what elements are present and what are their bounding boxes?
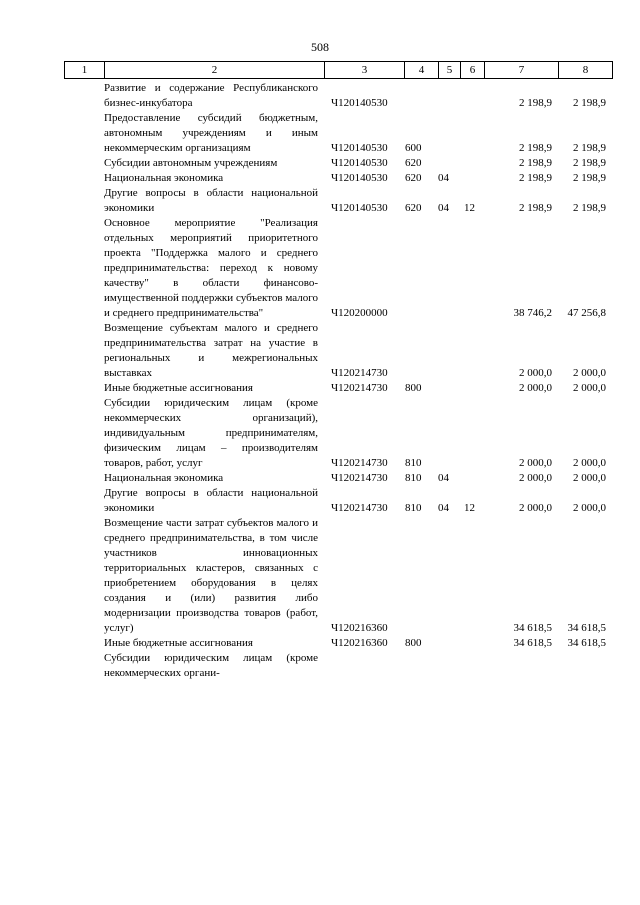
- row-value-2020: 2 198,9: [573, 172, 606, 184]
- row-vr: 620: [405, 172, 422, 184]
- row-value-2019: 2 000,0: [519, 502, 552, 514]
- row-vr: 620: [405, 202, 422, 214]
- row-value-2019: 2 198,9: [519, 157, 552, 169]
- row-value-2020: 2 198,9: [573, 157, 606, 169]
- row-value-2020: [558, 651, 612, 681]
- row-vr: [404, 81, 438, 111]
- header-cell: 2: [105, 62, 325, 79]
- row-pr: 12: [464, 202, 475, 214]
- row-vr: 810: [405, 502, 422, 514]
- row-pr: [460, 381, 484, 396]
- row-value-2019: 34 618,5: [513, 637, 552, 649]
- row-pr: [460, 651, 484, 681]
- row-vr: [404, 516, 438, 636]
- header-cell: 4: [405, 62, 439, 79]
- row-pr: 12: [464, 502, 475, 514]
- header-cell: 3: [325, 62, 405, 79]
- table-row: [64, 381, 612, 396]
- row-pr: [460, 216, 484, 321]
- row-value-2020: 34 618,5: [567, 622, 606, 634]
- row-vr: [404, 321, 438, 381]
- table-row: [64, 321, 612, 381]
- row-rz: [438, 321, 460, 381]
- row-code: Ч120140530: [331, 142, 388, 154]
- table-row: [64, 516, 612, 636]
- row-vr: 600: [405, 142, 422, 154]
- row-value-2019: [484, 651, 558, 681]
- table-row: [64, 156, 612, 171]
- row-rz: 04: [438, 172, 449, 184]
- table-row: [64, 111, 612, 156]
- row-name: Иные бюджетные ассигнования: [104, 382, 253, 394]
- column-header-row: [64, 61, 613, 79]
- row-pr: [460, 156, 484, 171]
- row-value-2019: 2 000,0: [519, 457, 552, 469]
- row-name: Национальная экономика: [104, 472, 224, 484]
- row-code: Ч120200000: [331, 307, 388, 319]
- row-rz: 04: [438, 502, 449, 514]
- row-value-2020: 2 000,0: [573, 472, 606, 484]
- row-name: Основное мероприятие "Реализация отдельных мероприятий приоритетного проекта "Поддержка малого и среднего предпринимательства: переход к новому качеству" в области финансово-имущественной поддержки субъектов малого и среднего предпринимательства": [104, 217, 318, 319]
- table-row: [64, 186, 612, 216]
- table-row: [64, 636, 612, 651]
- row-value-2019: 2 198,9: [519, 172, 552, 184]
- row-rz: [438, 651, 460, 681]
- row-value-2020: 47 256,8: [567, 307, 606, 319]
- row-code: Ч120214730: [331, 382, 388, 394]
- row-name: Субсидии юридическим лицам (кроме некоммерческих органи-: [104, 652, 318, 679]
- row-name: Предоставление субсидий бюджетным, автономным учреждениям и иным некоммерческим организациям: [104, 112, 318, 154]
- row-rz: [438, 516, 460, 636]
- row-rz: 04: [438, 472, 449, 484]
- row-vr: 810: [405, 457, 422, 469]
- row-value-2020: 2 000,0: [573, 367, 606, 379]
- header-cell: 1: [65, 62, 105, 79]
- row-code: Ч120216360: [331, 622, 388, 634]
- row-code: Ч120140530: [331, 202, 388, 214]
- row-value-2019: 2 198,9: [519, 97, 552, 109]
- row-code: Ч120214730: [331, 367, 388, 379]
- budget-table: [64, 81, 612, 681]
- row-name: Субсидии автономным учреждениям: [104, 157, 278, 169]
- row-name: Возмещение субъектам малого и среднего предпринимательства затрат на участие в региональных и межрегиональных выставках: [104, 322, 318, 379]
- row-rz: [438, 216, 460, 321]
- row-vr: [404, 216, 438, 321]
- row-pr: [460, 516, 484, 636]
- row-rz: [438, 396, 460, 471]
- table-row: [64, 651, 612, 681]
- row-rz: [438, 636, 460, 651]
- header-cell: 5: [439, 62, 461, 79]
- row-pr: [460, 321, 484, 381]
- header-cell: 8: [559, 62, 613, 79]
- row-vr: 800: [405, 382, 422, 394]
- table-row: [64, 216, 612, 321]
- row-pr: [460, 81, 484, 111]
- row-code: Ч120140530: [331, 172, 388, 184]
- row-pr: [460, 396, 484, 471]
- row-name: Национальная экономика: [104, 172, 224, 184]
- row-rz: 04: [438, 202, 449, 214]
- row-value-2019: 2 198,9: [519, 142, 552, 154]
- row-rz: [438, 81, 460, 111]
- row-code: Ч120140530: [331, 157, 388, 169]
- row-code: Ч120140530: [331, 97, 388, 109]
- row-pr: [460, 636, 484, 651]
- row-code: Ч120214730: [331, 457, 388, 469]
- row-name: Иные бюджетные ассигнования: [104, 637, 253, 649]
- row-vr: 620: [405, 157, 422, 169]
- row-code: Ч120214730: [331, 502, 388, 514]
- row-rz: [438, 111, 460, 156]
- header-cell: 6: [461, 62, 485, 79]
- row-name: Другие вопросы в области национальной экономики: [104, 187, 318, 214]
- row-pr: [460, 111, 484, 156]
- row-rz: [438, 156, 460, 171]
- row-value-2020: 2 198,9: [573, 142, 606, 154]
- row-value-2020: 2 000,0: [573, 502, 606, 514]
- table-row: [64, 171, 612, 186]
- row-value-2020: 2 000,0: [573, 382, 606, 394]
- row-code: [324, 651, 404, 681]
- row-name: Развитие и содержание Республиканского бизнес-инкубатора: [104, 82, 318, 109]
- row-name: Возмещение части затрат субъектов малого и среднего предпринимательства, в том числе участников инновационных территориальных кластеров, связанных с приобретением оборудования в целях создания и (или) развития либо модернизации производства товаров (работ, услуг): [104, 517, 318, 634]
- row-value-2019: 2 198,9: [519, 202, 552, 214]
- row-value-2020: 2 000,0: [573, 457, 606, 469]
- header-cell: 7: [485, 62, 559, 79]
- table-row: [64, 471, 612, 486]
- row-name: Другие вопросы в области национальной экономики: [104, 487, 318, 514]
- row-value-2019: 34 618,5: [513, 622, 552, 634]
- table-row: [64, 81, 612, 111]
- row-name: Субсидии юридическим лицам (кроме некоммерческих организаций), индивидуальным предпринимателям, физическим лицам – производителям товаров, работ, услуг: [104, 397, 318, 469]
- row-value-2020: 2 198,9: [573, 202, 606, 214]
- row-pr: [460, 471, 484, 486]
- row-code: Ч120214730: [331, 472, 388, 484]
- row-value-2019: 2 000,0: [519, 382, 552, 394]
- row-value-2019: 2 000,0: [519, 472, 552, 484]
- table-row: [64, 396, 612, 471]
- table-row: [64, 486, 612, 516]
- row-code: Ч120216360: [331, 637, 388, 649]
- row-value-2020: 34 618,5: [567, 637, 606, 649]
- row-value-2019: 2 000,0: [519, 367, 552, 379]
- row-value-2019: 38 746,2: [513, 307, 552, 319]
- row-vr: [404, 651, 438, 681]
- row-value-2020: 2 198,9: [573, 97, 606, 109]
- row-pr: [460, 171, 484, 186]
- row-vr: 810: [405, 472, 422, 484]
- page-number: 508: [311, 40, 329, 54]
- row-rz: [438, 381, 460, 396]
- row-vr: 800: [405, 637, 422, 649]
